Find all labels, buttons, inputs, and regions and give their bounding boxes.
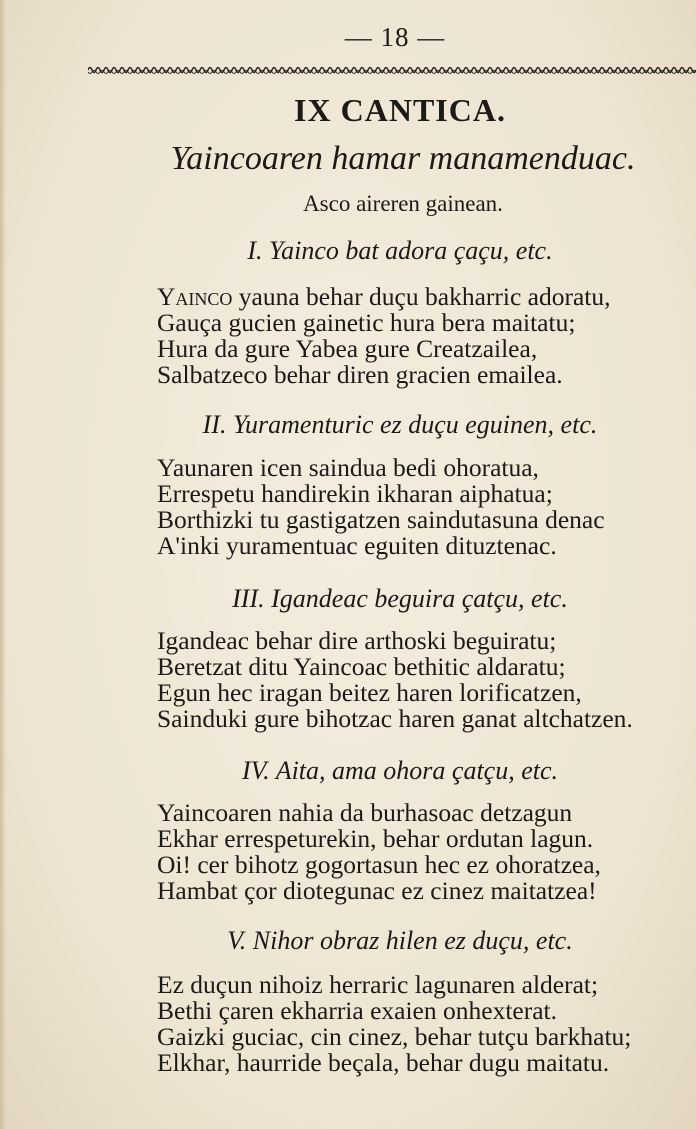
verse-line: Sainduki gure bihotzac haren ganat altchatzen. (157, 704, 633, 733)
verse-line: Igandeac behar dire arthoski beguiratu; (157, 626, 557, 655)
verse-line (157, 284, 687, 310)
first-line-text: yauna behar duçu bakharric adoratu, (232, 282, 611, 311)
verse-3 (157, 628, 687, 732)
verse-line: Egun hec iragan beitez haren lorificatzen, (157, 678, 582, 707)
verse-line: Beretzat ditu Yaincoac bethitic aldaratu; (157, 652, 566, 681)
verse-line: Hambat çor diotegunac ez cinez maitatzea! (157, 876, 597, 905)
verse-line: Gaizki guciac, cin cinez, behar tutçu barkhatu; (157, 1022, 632, 1051)
verse-1 (157, 284, 687, 388)
verse-line: Ekhar errespeturekin, behar ordutan lagun. (157, 824, 594, 853)
verse-line: Hura da gure Yabea gure Creatzailea, (157, 334, 538, 363)
verse-title-4: IV. Aita, ama ohora çatçu, etc. (241, 756, 559, 785)
verse-line: A'inki yuramentuac eguiten dituztenac. (157, 531, 557, 560)
page-number: — 18 — (344, 22, 446, 52)
verse-line: Ez duçun nihoiz herraric lagunaren alderat; (157, 970, 599, 999)
verse-line: Errespetu handirekin ikharan aiphatua; (157, 479, 553, 508)
verse-line: Elkhar, haurride beçala, behar dugu maitatu. (157, 1048, 610, 1077)
verse-title-5: V. Nihor obraz hilen ez duçu, etc. (227, 926, 573, 955)
verse-title-3: III. Igandeac beguira çatçu, etc. (232, 584, 568, 613)
verse-title-2: II. Yuramenturic ez duçu eguinen, etc. (202, 410, 598, 439)
small-caps-word: ainco (175, 282, 233, 311)
verse-4 (157, 800, 687, 904)
song-subtitle: Yaincoaren hamar manamenduac. (170, 140, 636, 177)
drop-initial: Y (157, 282, 176, 311)
verse-title-1: I. Yainco bat adora çaçu, etc. (247, 236, 553, 265)
verse-line: Oi! cer bihotz gogortasun hec ez ohoratzea, (157, 850, 601, 879)
verse-line: Borthizki tu gastigatzen saindutasuna denac (157, 505, 605, 534)
verse-line: Yaunaren icen saindua bedi ohoratua, (157, 453, 539, 482)
tune-note: Asco aireren gainean. (303, 191, 503, 216)
verse-line: Yaincoaren nahia da burhasoac detzagun (157, 798, 573, 827)
verse-line: Gauça gucien gainetic hura bera maitatu; (157, 308, 576, 337)
verse-5 (157, 972, 687, 1076)
verse-line: Bethi çaren ekharria exaien onhexterat. (157, 996, 557, 1025)
ornamental-wavy-rule (88, 62, 696, 78)
section-heading: IX CANTICA. (294, 92, 506, 128)
verse-line: Salbatzeco behar diren gracien emailea. (157, 360, 563, 389)
verse-2 (157, 455, 687, 559)
